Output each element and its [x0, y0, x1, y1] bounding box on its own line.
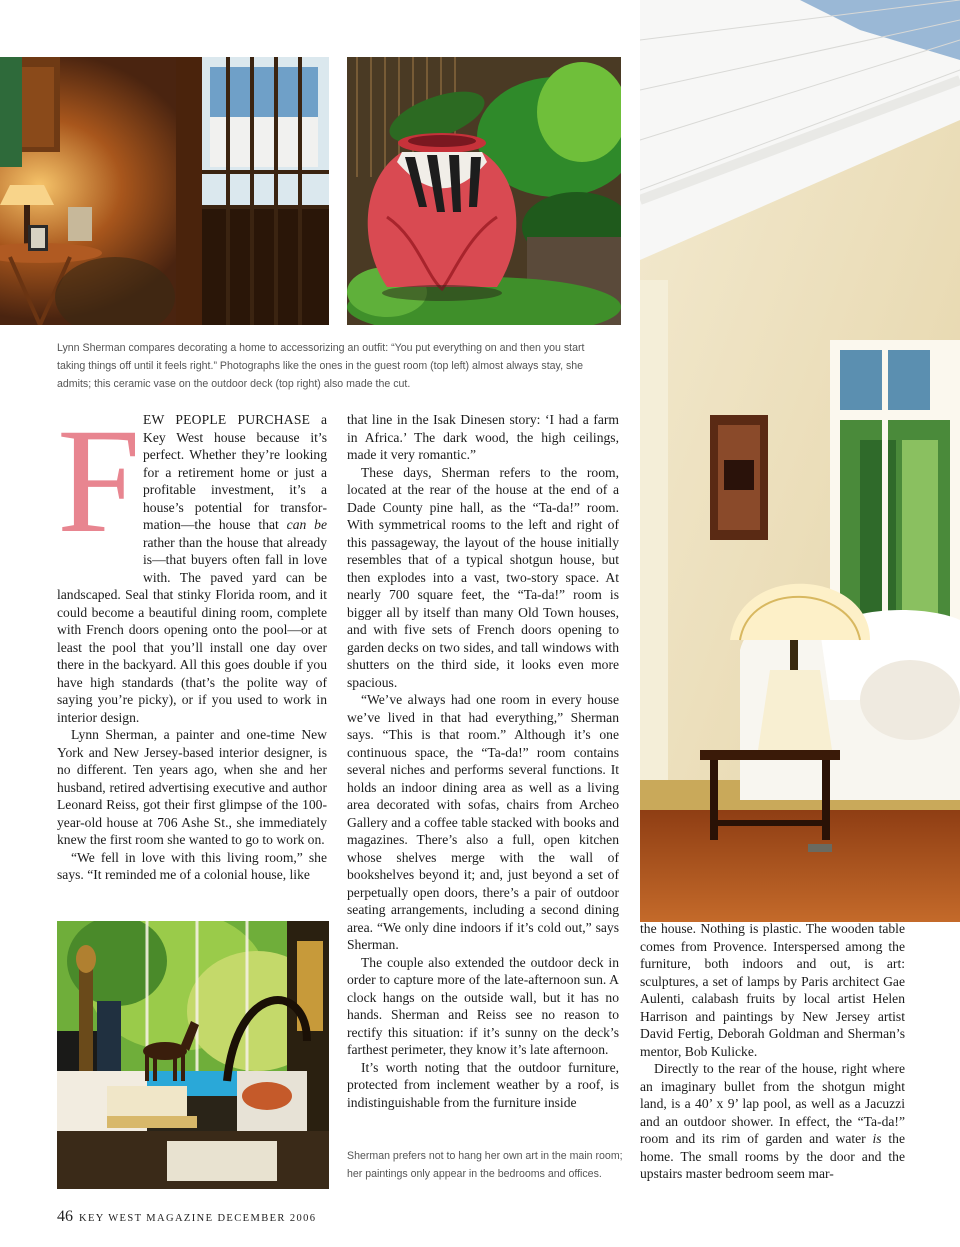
publication-line: KEY WEST MAGAZINE DECEMBER 2006	[79, 1213, 317, 1224]
page-folio	[57, 1208, 316, 1226]
paragraph: The couple also extended the outdoor deck in order to capture more of the late-afternoon sun. A clock hangs on the outside wall, but it has no hands. Sherman and Reiss see no reason to rectify this situation: if it’s sunny on the deck’s farthest perimeter, they know it’s late afternoon.	[347, 954, 619, 1057]
paragraph: that line in the Isak Dinesen story: ‘I had a farm in Africa.’ The dark wood, the high ceilings, made it very romantic.”	[347, 412, 619, 462]
article-column-1	[57, 398, 328, 884]
paragraph: the house. Nothing is plastic. The wooden table comes from Provence. Interspersed among the furniture, both indoors and out, is art: sculptures, a set of lamps by Paris architect Gae Aulenti, calabash fruits by local artist Helen Harrison and paintings by New Jersey artist David Fertig, Deborah Goldman and Sherman’s mentor, Bob Kulicke.	[640, 921, 905, 1059]
paragraph: “We fell in love with this living room,” she says. “It reminded me of a colonial house, like	[57, 849, 327, 882]
guest-room-photo	[0, 57, 329, 325]
living-area-photo	[57, 921, 329, 1189]
ceramic-vase-photo	[347, 57, 621, 325]
article-column-3	[640, 920, 905, 1183]
paragraph: “We’ve always had one room in every house we’ve lived in that had everything,” Sherman says. “This is that room.” Although it’s one continuous space, the “Ta-da!” room contains several niches and performs several functions. It holds an indoor dining area as well as a living area decorated with sofas, chairs from Archeo Gallery and a coffee table stacked with books and magazines. There’s also a full, open kitchen whose shelves merge with the wall of bookshelves beyond it; and, just beyond a set of perpetually open doors, there’s a pair of outdoor seating arrangements, including a second dining area. “We only dine indoors if it’s cold out,” says Sherman.	[347, 692, 619, 952]
lead-caps: EW PEOPLE PURCHASE	[143, 412, 311, 427]
drop-cap: F	[57, 398, 141, 564]
top-photo-caption: Lynn Sherman compares decorating a home to accessorizing an outfit: “You put everything on and then you start taking things off until it feels right.” Photographs like the ones in the guest room (top left) almost always stay, she admits; this ceramic vase on the outdoor deck (top right) also made the cut.	[57, 342, 585, 390]
paragraph: These days, Sherman refers to the room, located at the rear of the house at the end of a Dade County pine hall, as the “Ta-da!” room. With symmetrical rooms to the left and right of this passageway, the layout of the house initially resembles that of a typical shotgun house, but then explodes into a vast, two-story space. At nearly 700 square feet, the “Ta-da!” room is bigger all by itself than many Old Town houses, and with five sets of French doors opening to garden decks on two sides, and tall windows with shutters on the third side, it looks even more spacious.	[347, 464, 619, 690]
bottom-photo-caption: Sherman prefers not to hang her own art in the main room; her paintings only appear in the bedrooms and offices.	[347, 1150, 623, 1180]
paragraph: Directly to the rear of the house, right where an imaginary bullet from the shotgun might land, is a 40’ x 9’ lap pool, as well as a Jacuzzi and an outdoor shower. In effect, the “Ta-da!” room and its rim of garden and water is the home. The small rooms by the door and the upstairs master bedroom seem mar-	[640, 1061, 905, 1181]
tada-room-photo	[640, 0, 960, 922]
paragraph: Lynn Sherman, a painter and one-time New York and New Jersey-based interior designer, is no different. Ten years ago, when she and her husband, retired advertising executive and author Leonard Reiss, got their first glimpse of the 100-year-old house at 706 Ashe St., she immediately knew the first room she wanted to go to work on.	[57, 727, 327, 847]
paragraph: It’s worth noting that the outdoor furniture, protected from inclement weather by a roof, is indistinguishable from the furniture inside	[347, 1059, 619, 1110]
article-column-2	[347, 411, 619, 1111]
lead-paragraph: FEW PEOPLE PURCHASE a Key West house because it’s perfect. Whether they’re looking for a retirement home or just a profitable investment, it’s a house’s potential for transformation—the house that can be rather than the house that already is—that buyers often fall in love with. The paved yard can be landscaped. Seal that stinky Florida room, and it could become a beautiful dining room, complete with French doors opening onto the pool—or at least the pool that you’ll install one day over there in the backyard. All this goes double if you have high standards (that’s the polite way of saying you’re picky), or if you used to work in interior design.	[57, 398, 328, 725]
page-number: 46	[57, 1208, 73, 1225]
